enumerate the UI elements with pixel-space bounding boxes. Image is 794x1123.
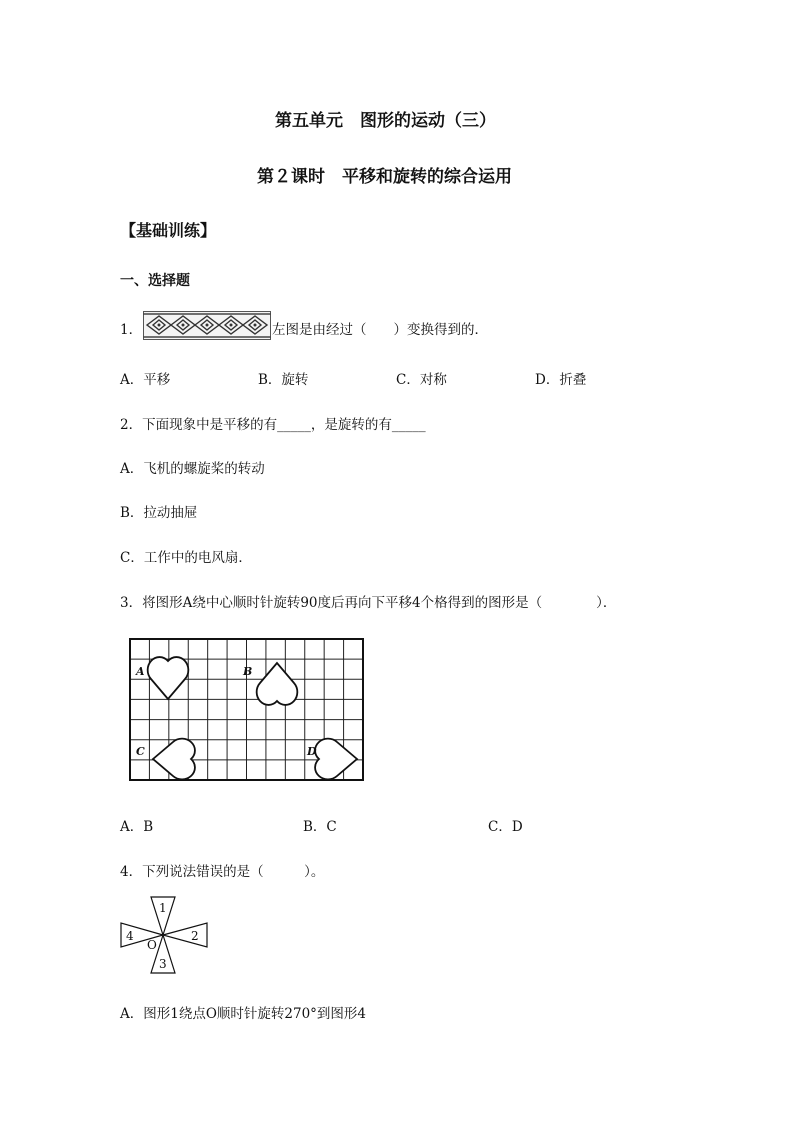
grid-label-a: A xyxy=(136,665,145,678)
figure-label-1: 1 xyxy=(159,901,167,915)
unit-title: 第五单元 图形的运动（三） xyxy=(275,111,496,131)
q2-option-c: C．工作中的电风扇． xyxy=(120,550,252,566)
q1-option-c: C．对称 xyxy=(396,372,447,388)
q4-option-a: A．图形1绕点O顺时针旋转270°到图形4 xyxy=(120,1006,367,1022)
q1-text: 左图是由经过（ ）变换得到的． xyxy=(272,322,488,338)
q2-option-a: A．飞机的螺旋桨的转动 xyxy=(120,461,265,477)
q1-option-d: D．折叠 xyxy=(535,372,587,388)
figure-label-2: 2 xyxy=(191,929,199,943)
grid-label-d: D xyxy=(307,745,317,758)
q3-option-b: B．C xyxy=(303,819,337,835)
q3-option-c: C．D xyxy=(488,819,523,835)
heart-d xyxy=(315,739,357,780)
heart-a xyxy=(148,657,189,699)
heart-b xyxy=(257,663,298,705)
lesson-title: 第２课时 平移和旋转的综合运用 xyxy=(257,167,512,187)
section-title: 【基础训练】 xyxy=(120,221,217,240)
q4-text: 4．下列说法错误的是（ ）。 xyxy=(120,864,325,880)
figure-label-o: O xyxy=(147,938,157,952)
grid-label-b: B xyxy=(243,665,253,678)
grid-label-c: C xyxy=(136,745,145,758)
q3-option-a: A．B xyxy=(120,819,154,835)
q3-text: 3．将图形A绕中心顺时针旋转90度后再向下平移4个格得到的图形是（ ）． xyxy=(120,595,617,611)
q1-option-a: A．平移 xyxy=(120,372,171,388)
q2-text: 2．下面现象中是平移的有_____，是旋转的有_____ xyxy=(120,417,426,433)
figure-label-4: 4 xyxy=(126,929,134,943)
q1-number: 1． xyxy=(120,322,143,338)
q1-option-b: B．旋转 xyxy=(258,372,309,388)
border-pattern-image xyxy=(143,311,271,340)
figure-label-3: 3 xyxy=(159,957,167,971)
q3-grid-figure xyxy=(129,638,365,782)
triangle-2 xyxy=(163,923,207,947)
q2-option-b: B．拉动抽屉 xyxy=(120,505,198,521)
q4-rotation-figure xyxy=(118,893,214,979)
heart-c xyxy=(153,739,195,780)
subsection-title: 一、选择题 xyxy=(120,273,190,289)
